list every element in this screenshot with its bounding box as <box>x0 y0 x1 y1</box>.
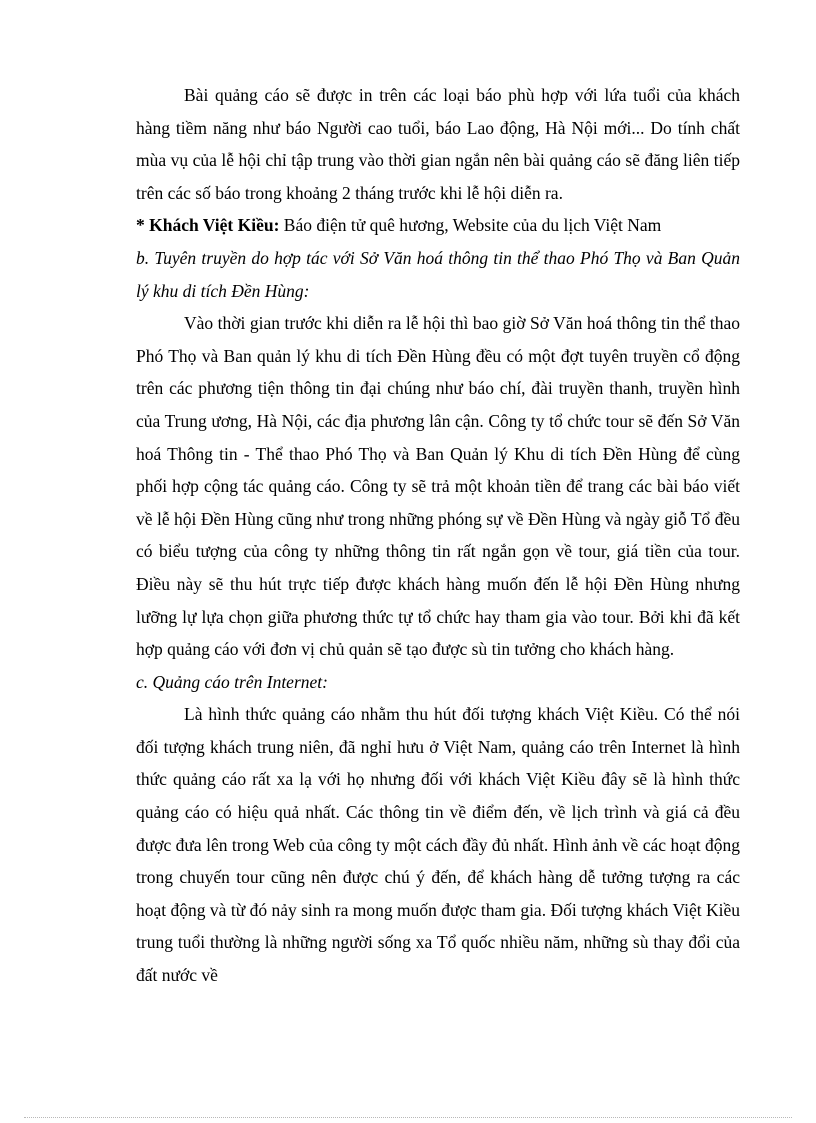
paragraph-cooperation: Vào thời gian trước khi diễn ra lễ hội thì bao giờ Sở Văn hoá thông tin thể thao Phó Thọ và Ban quản lý khu di tích Đền Hùng đều có một đợt tuyên truyền cổ động trên các phương tiện thông tin đại chúng như báo chí, đài truyền thanh, truyền hình của Trung ương, Hà Nội, các địa phương lân cận. Công ty tổ chức tour sẽ đến Sở Văn hoá Thông tin - Thể thao Phó Thọ và Ban Quản lý Khu di tích Đền Hùng để cùng phối hợp cộng tác quảng cáo. Công ty sẽ trả một khoản tiền để trang các bài báo viết về lễ hội Đền Hùng cũng như trong những phóng sự về Đền Hùng và ngày giỗ Tổ đều có biểu tượng của công ty những thông tin rất ngắn gọn về tour, giá tiền của tour. Điều này sẽ thu hút trực tiếp được khách hàng muốn đến lễ hội Đền Hùng nhưng lưỡng lự lựa chọn giữa phương thức tự tổ chức hay tham gia vào tour. Bởi khi đã kết hợp quảng cáo với đơn vị chủ quản sẽ tạo được sù tin tưởng cho khách hàng. <box>136 313 740 660</box>
document-body <box>136 79 740 992</box>
paragraph-newspaper-ads: Bài quảng cáo sẽ được in trên các loại báo phù hợp với lứa tuổi của khách hàng tiềm năng như báo Người cao tuổi, báo Lao động, Hà Nội mới... Do tính chất mùa vụ của lễ hội chỉ tập trung vào thời gian ngắn nên bài quảng cáo sẽ đăng liên tiếp trên các số báo trong khoảng 2 tháng trước khi lễ hội diễn ra. <box>136 85 740 203</box>
text-viet-kieu: Báo điện tử quê hương, Website của du lịch Việt Nam <box>279 215 662 236</box>
paragraph-internet: Là hình thức quảng cáo nhằm thu hút đối tượng khách Việt Kiều. Có thể nói đối tượng khách trung niên, đã nghỉ hưu ở Việt Nam, quảng cáo trên Internet là hình thức quảng cáo rất xa lạ với họ nhưng đối với khách Việt Kiều đây sẽ là hình thức quảng cáo có hiệu quả nhất. Các thông tin về điểm đến, về lịch trình và giá cả đều được đưa lên trong Web của công ty một cách đầy đủ nhất. Hình ảnh về các hoạt động trong chuyến tour cũng nên được chú ý đến, để khách hàng dễ tưởng tượng ra các hoạt động và từ đó nảy sinh ra mong muốn được tham gia. Đối tượng khách Việt Kiều trung tuổi thường là những người sống xa Tổ quốc nhiều năm, những sù thay đổi của đất nước về <box>136 704 740 986</box>
page-bottom-rule <box>24 1117 792 1118</box>
heading-b: b. Tuyên truyền do hợp tác với Sở Văn hoá thông tin thể thao Phó Thọ và Ban Quản lý khu di tích Đền Hùng: <box>136 247 740 301</box>
heading-c: c. Quảng cáo trên Internet: <box>136 671 328 692</box>
label-viet-kieu: * Khách Việt Kiều: <box>136 215 280 236</box>
paragraph-viet-kieu <box>136 209 740 242</box>
